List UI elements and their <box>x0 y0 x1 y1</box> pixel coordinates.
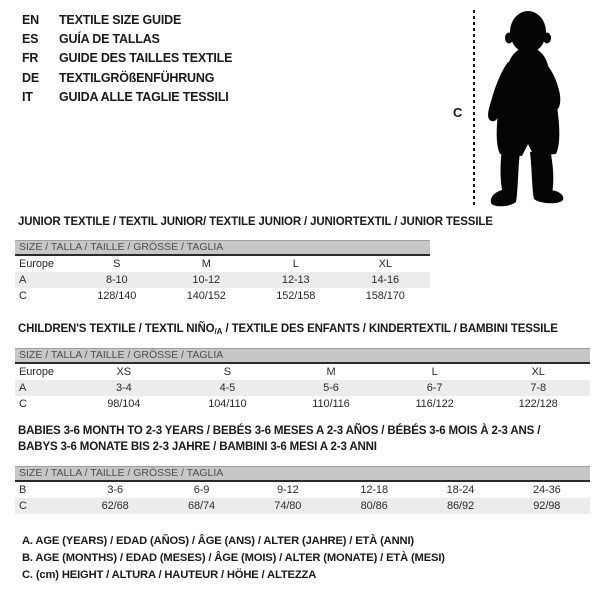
cell: XS <box>116 366 132 378</box>
legend-notes <box>22 533 445 585</box>
children-table-title <box>18 321 558 340</box>
cell: 140/152 <box>186 290 226 302</box>
language-code: DE <box>22 70 39 85</box>
children-table <box>15 348 590 412</box>
children-title-post: / TEXTILE DES ENFANTS / KINDERTEXTIL / BAMBINI TESSILE <box>222 323 558 335</box>
note-a: A. AGE (YEARS) / EDAD (AÑOS) / ÂGE (ANS) / ALTER (JAHRE) / ETÀ (ANNI) <box>22 535 414 547</box>
row-label: Europe <box>19 366 54 378</box>
height-measure-label: C <box>453 105 463 120</box>
row-label: C <box>19 398 27 410</box>
cell: 8-10 <box>105 274 128 286</box>
table-row <box>15 364 590 380</box>
cell: 68/74 <box>187 500 215 512</box>
children-title-pre: CHILDREN'S TEXTILE / TEXTIL NIÑO <box>18 323 215 335</box>
row-label: A <box>19 274 27 286</box>
cell: 116/122 <box>415 398 454 410</box>
cell: 4-5 <box>219 382 236 394</box>
row-label: B <box>19 484 27 496</box>
cell: S <box>223 366 232 378</box>
size-header-bar: SIZE / TALLA / TAILLE / GRÖSSE / TAGLIA <box>15 466 590 482</box>
cell: 86/92 <box>446 500 474 512</box>
cell: 128/140 <box>97 290 137 302</box>
cell: L <box>292 258 299 270</box>
cell: 18-24 <box>446 484 475 496</box>
cell: 80/86 <box>360 500 388 512</box>
table-row <box>15 396 590 412</box>
cell: 7-8 <box>530 382 546 394</box>
cell: 24-36 <box>532 484 561 496</box>
cell: 152/158 <box>276 290 316 302</box>
row-label: A <box>19 382 27 394</box>
cell: 104/110 <box>208 398 247 410</box>
cell: M <box>326 366 336 378</box>
size-header-bar: SIZE / TALLA / TAILLE / GRÖSSE / TAGLIA <box>15 348 590 364</box>
language-row-it <box>22 88 232 107</box>
cell: 5-6 <box>323 382 339 394</box>
cell: 92/98 <box>533 500 561 512</box>
language-code: ES <box>22 32 39 47</box>
row-label: Europe <box>19 258 54 270</box>
cell: 74/80 <box>274 500 302 512</box>
cell: 12-13 <box>281 274 310 286</box>
cell: 12-18 <box>360 484 388 496</box>
babies-table-title <box>18 423 540 455</box>
height-measure-line <box>473 10 475 205</box>
language-list <box>22 11 232 107</box>
cell: M <box>201 258 211 270</box>
row-label: C <box>19 500 27 512</box>
cell: 122/128 <box>518 398 558 410</box>
cell: 98/104 <box>107 398 141 410</box>
language-title: GUIDE DES TAILLES TEXTILE <box>59 51 233 66</box>
table-row <box>15 256 430 272</box>
babies-title-line2: BABYS 3-6 MONATE BIS 2-3 JAHRE / BAMBINI 3-6 MESI A 2-3 ANNI <box>18 441 377 453</box>
cell: 14-16 <box>371 274 400 286</box>
row-label: C <box>19 290 27 302</box>
cell: 3-4 <box>115 382 132 394</box>
note-b: B. AGE (MONTHS) / EDAD (MESES) / ÂGE (MOIS) / ALTER (MONATE) / ETÀ (MESI) <box>22 552 445 565</box>
cell: S <box>113 258 121 270</box>
cell: 6-7 <box>426 382 443 394</box>
cell: 158/170 <box>365 290 405 302</box>
table-row <box>15 272 430 288</box>
table-row <box>15 498 590 514</box>
cell: 110/116 <box>312 398 350 410</box>
language-title: TEXTILE SIZE GUIDE <box>59 13 182 27</box>
toddler-silhouette-icon <box>480 6 570 210</box>
junior-table <box>15 240 430 304</box>
size-header-bar: SIZE / TALLA / TAILLE / GRÖSSE / TAGLIA <box>15 240 430 256</box>
language-row-fr <box>22 49 232 68</box>
junior-table-title: JUNIOR TEXTILE / TEXTIL JUNIOR/ TEXTILE JUNIOR / JUNIORTEXTIL / JUNIOR TESSILE <box>18 216 493 228</box>
cell: XL <box>531 366 545 378</box>
babies-title-line1: BABIES 3-6 MONTH TO 2-3 YEARS / BEBÉS 3-6 MESES A 2-3 AÑOS / BÉBÉS 3-6 MOIS À 2-3 ANS / <box>18 425 541 437</box>
table-row <box>15 380 590 396</box>
cell: L <box>431 366 438 378</box>
language-title: GUÍA DE TALLAS <box>59 32 160 47</box>
note-c: C. (cm) HEIGHT / ALTURA / HAUTEUR / HÖHE / ALTEZZA <box>22 569 317 582</box>
language-title: TEXTILGRÖßENFÜHRUNG <box>59 70 215 85</box>
language-row-es <box>22 30 232 49</box>
language-row-de <box>22 69 232 88</box>
language-row-en <box>22 11 232 30</box>
cell: 10-12 <box>192 274 221 286</box>
cell: 9-12 <box>277 484 299 496</box>
children-title-sub: /A <box>214 327 223 336</box>
cell: 62/68 <box>101 500 129 512</box>
table-row <box>15 288 430 304</box>
language-code: IT <box>22 89 33 104</box>
language-code: EN <box>22 13 39 27</box>
babies-table <box>15 466 590 514</box>
cell: 3-6 <box>107 484 123 496</box>
cell: XL <box>378 258 392 270</box>
cell: 6-9 <box>193 484 210 496</box>
language-code: FR <box>22 51 39 66</box>
table-row <box>15 482 590 498</box>
language-title: GUIDA ALLE TAGLIE TESSILI <box>59 89 229 104</box>
